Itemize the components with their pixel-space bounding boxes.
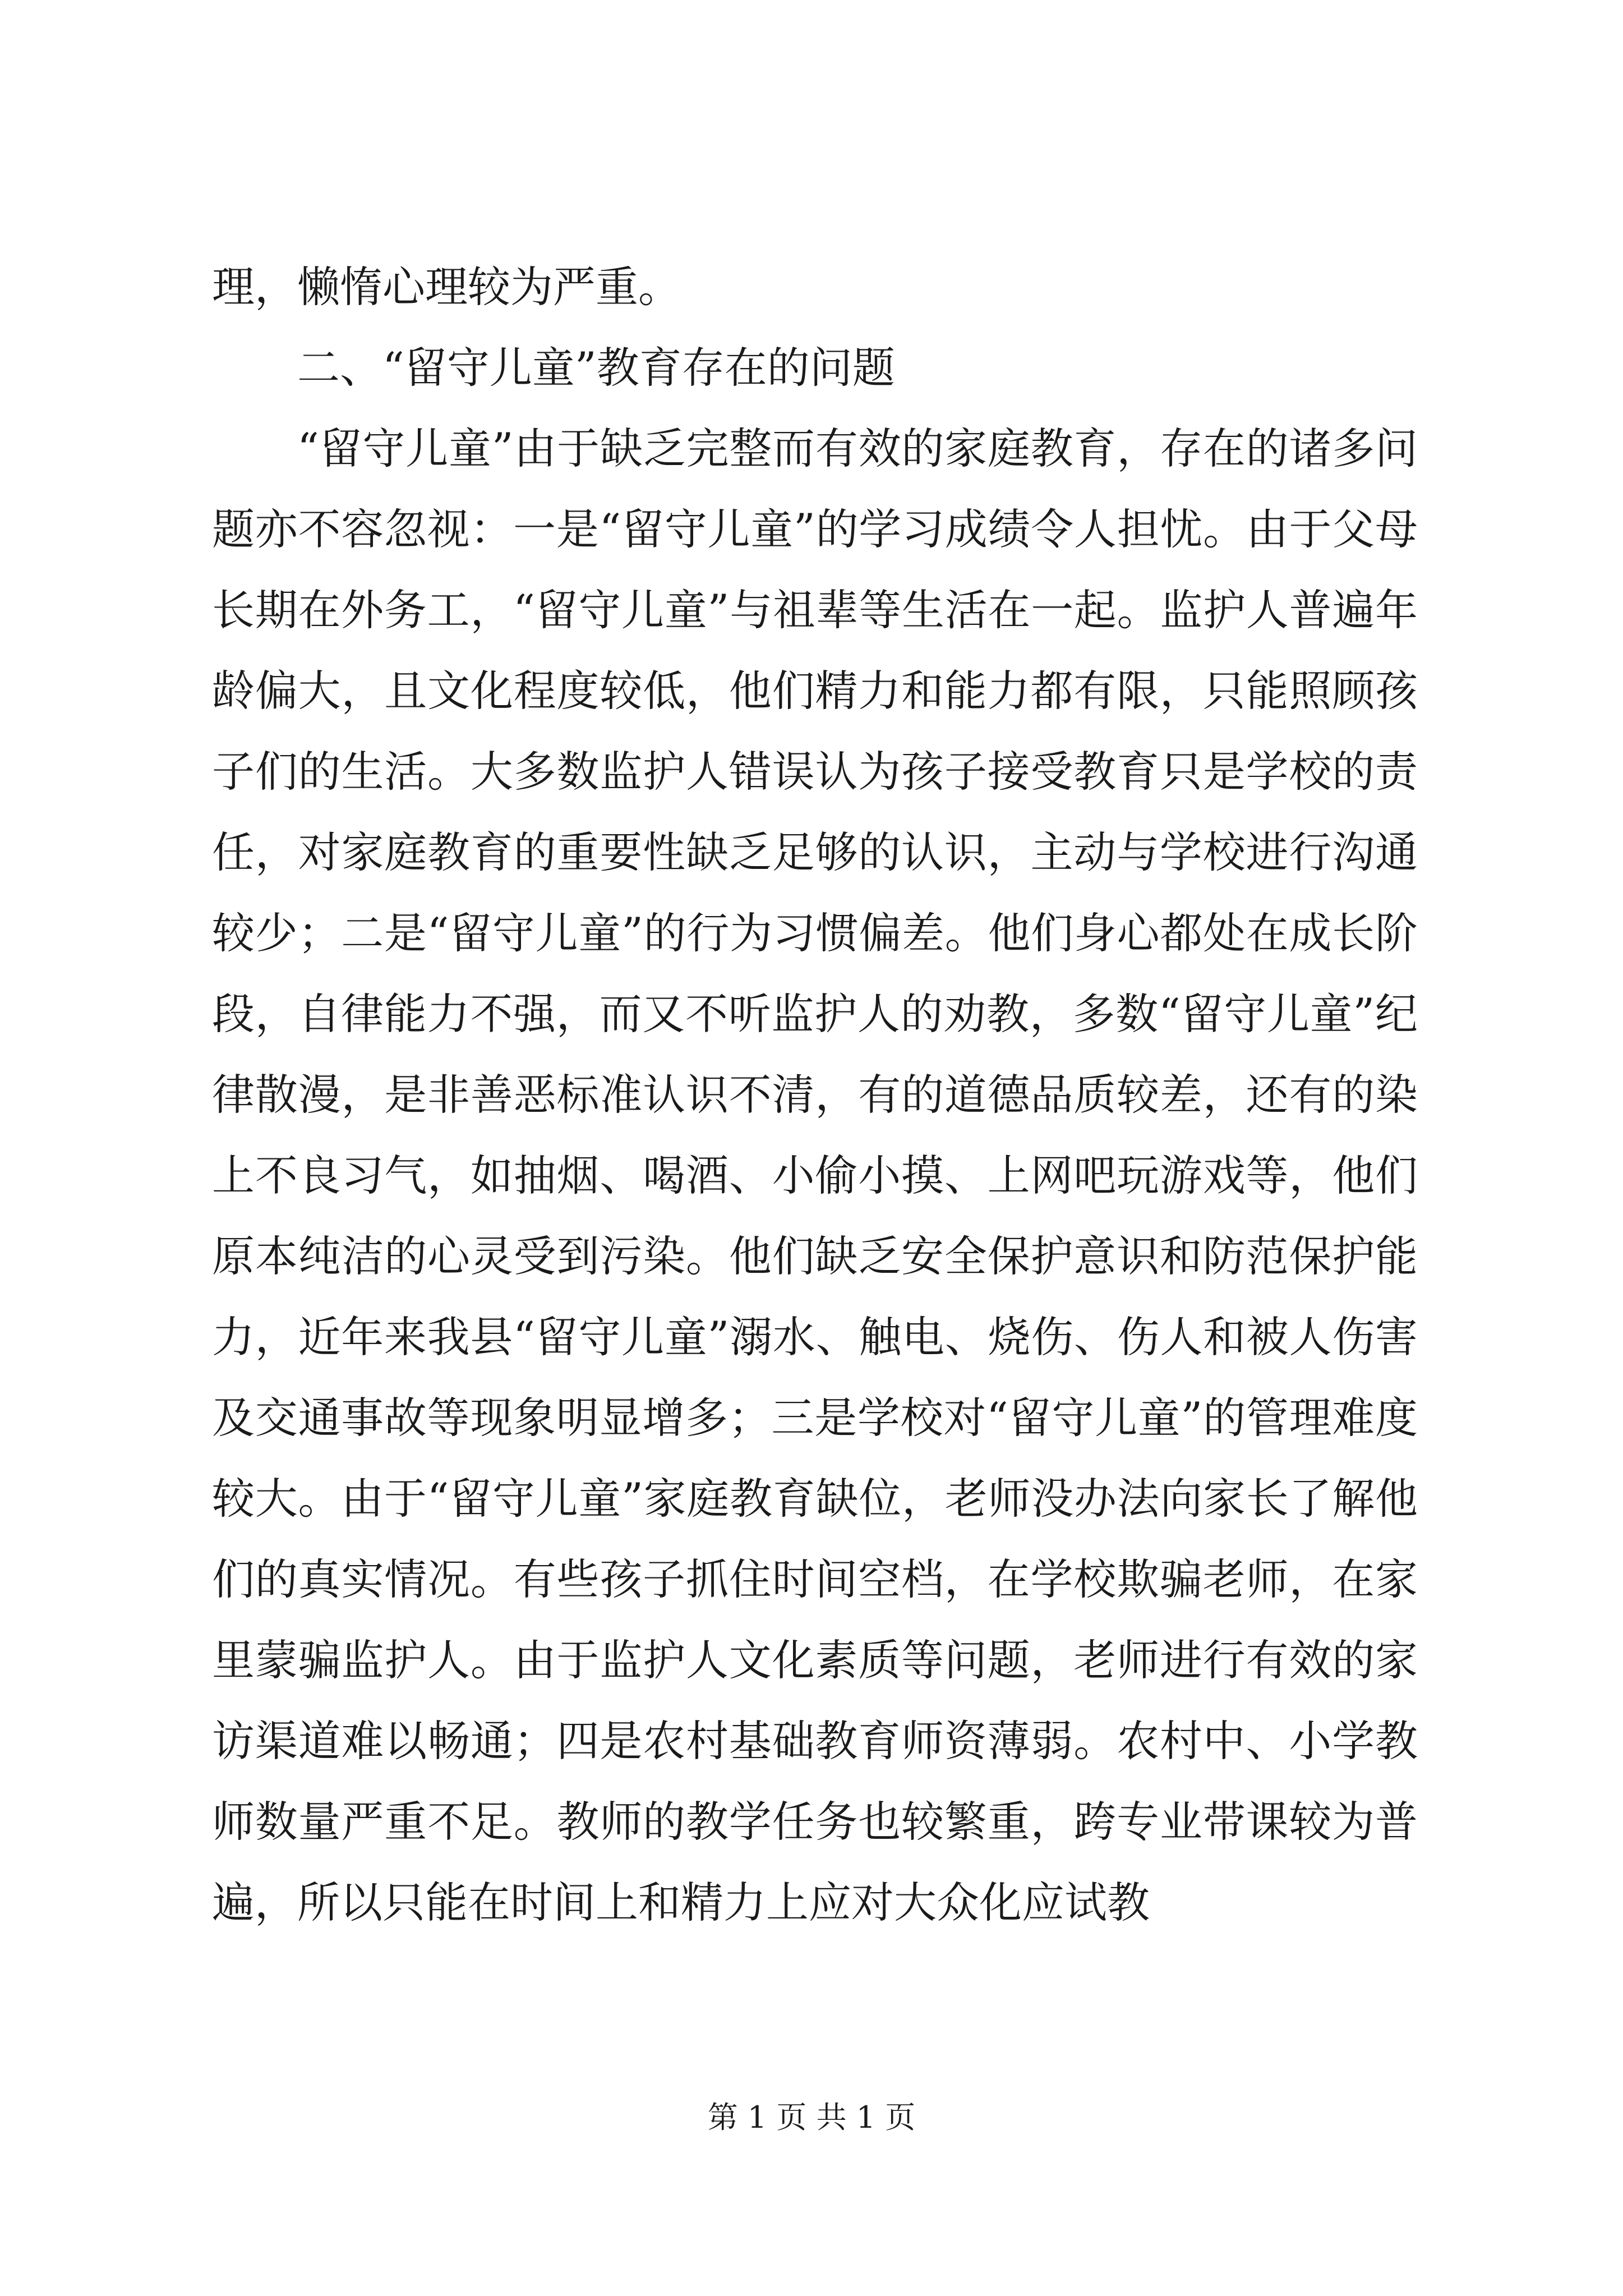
document-body bbox=[212, 247, 1418, 1943]
section-heading: 二、“留守儿童”教育存在的问题 bbox=[297, 343, 895, 393]
paragraph-continuation: 理，懒惰心理较为严重。 bbox=[212, 262, 681, 312]
paragraph-body: “留守儿童”由于缺乏完整而有效的家庭教育，存在的诸多问题亦不容忽视：一是“留守儿童”的学习成绩令人担忧。由于父母长期在外务工，“留守儿童”与祖辈等生活在一起。监护人普遍年龄偏大，且文化程度较低，他们精力和能力都有限，只能照顾孩子们的生活。大多数监护人错误认为孩子接受教育只是学校的责任，对家庭教育的重要性缺乏足够的认识，主动与学校进行沟通较少；二是“留守儿童”的行为习惯偏差。他们身心都处在成长阶段，自律能力不强，而又不听监护人的劝教，多数“留守儿童”纪律散漫，是非善恶标准认识不清，有的道德品质较差，还有的染上不良习气，如抽烟、喝酒、小偷小摸、上网吧玩游戏等，他们原本纯洁的心灵受到污染。他们缺乏安全保护意识和防范保护能力，近年来我县“留守儿童”溺水、触电、烧伤、伤人和被人伤害及交通事故等现象明显增多；三是学校对“留守儿童”的管理难度较大。由于“留守儿童”家庭教育缺位，老师没办法向家长了解他们的真实情况。有些孩子抓住时间空档，在学校欺骗老师，在家里蒙骗监护人。由于监护人文化素质等问题，老师进行有效的家访渠道难以畅通；四是农村基础教育师资薄弱。农村中、小学教师数量严重不足。教师的教学任务也较繁重，跨专业带课较为普遍，所以只能在时间上和精力上应对大众化应试教 bbox=[212, 424, 1418, 1927]
page-footer: 第 1 页 共 1 页 bbox=[707, 2100, 916, 2135]
